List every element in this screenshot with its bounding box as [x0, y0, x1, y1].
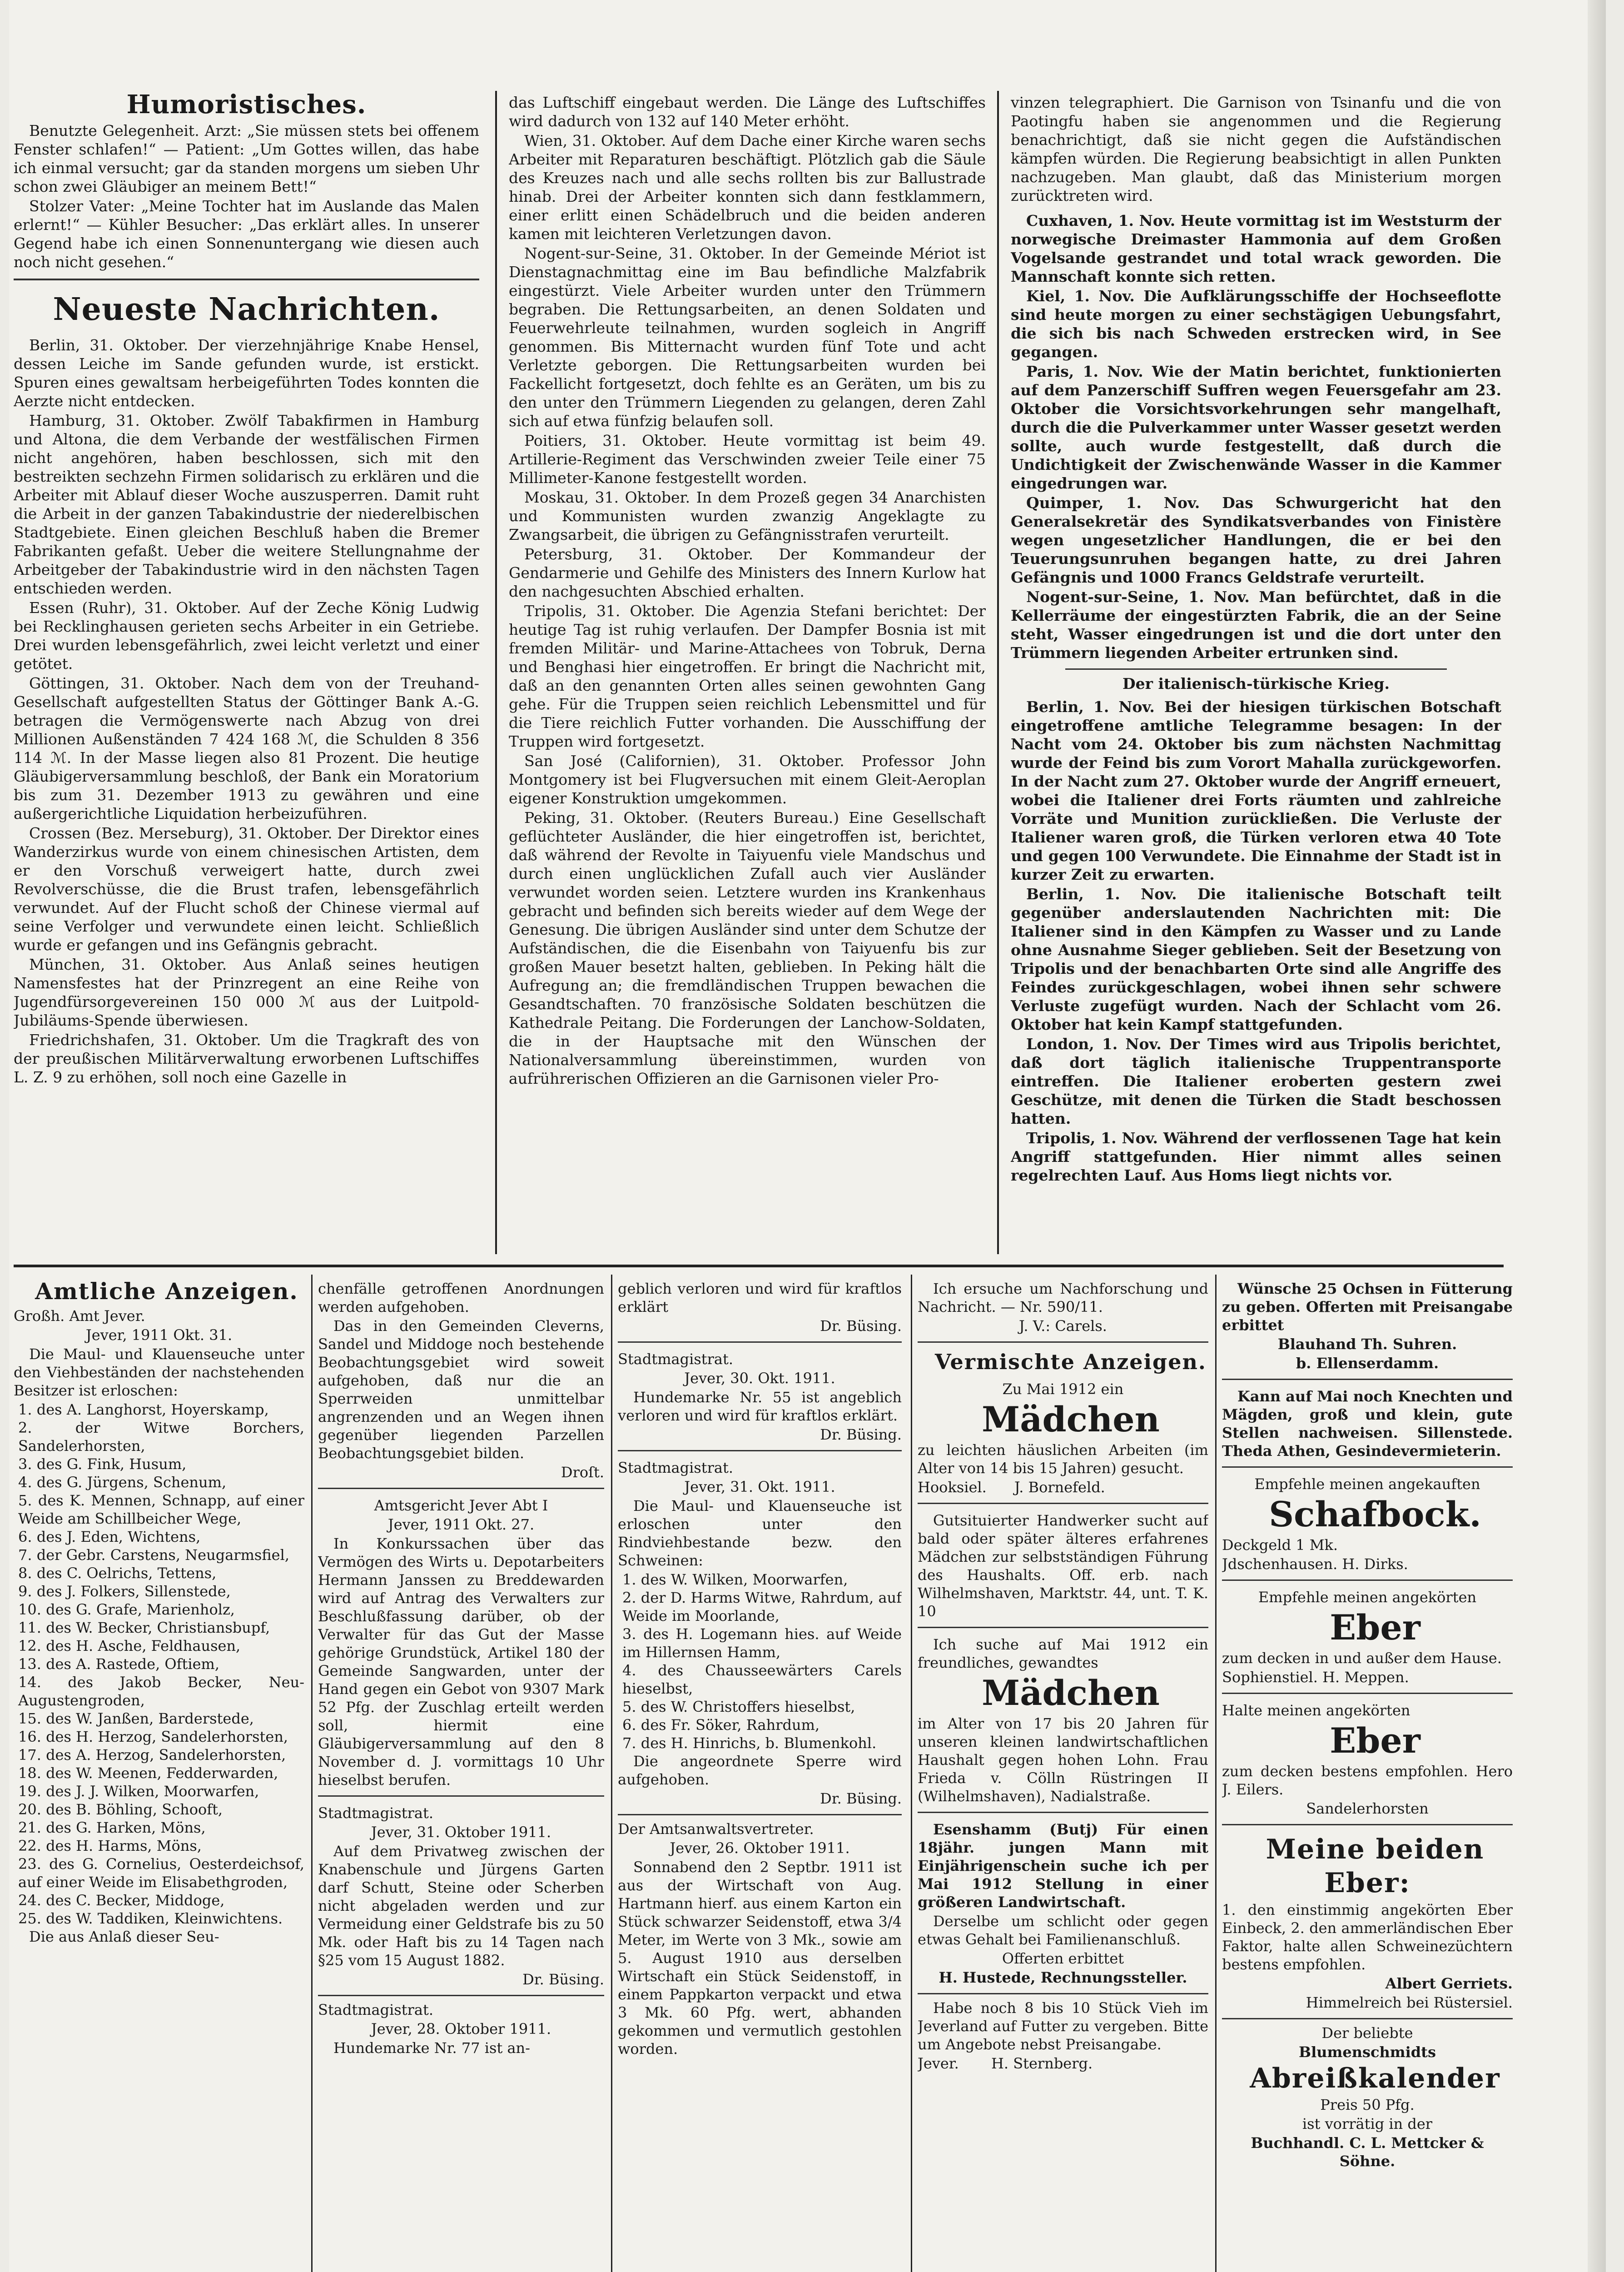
owner-list — [618, 1570, 902, 1752]
ad-box — [1222, 1699, 1513, 1825]
list-item: 5. des W. Christoffers hieselbst, — [622, 1698, 855, 1715]
ad-signature: Blauhand Th. Suhren. — [1277, 1335, 1457, 1353]
ad-text — [918, 1478, 1208, 1496]
notice-text: chenfälle getroffenen Anordnungen werden aufgehoben. — [318, 1280, 604, 1315]
signature: Dr. Büsing. — [820, 1426, 902, 1443]
news-item: Hamburg, 31. Oktober. Zwölf Tabakfirmen in Hamburg und Altona, die dem Verbande der westfälischen Firmen nicht angehören, haben beschlossen, sich mit den bestreikten sechzehn Firmen solidarisch zu erklären und die Arbeiter mit Ablauf dieser Woche auszusperren. Damit ruht die Arbeit in der ganzen Tabakindustrie der niederelbischen Stadtgebiete. Einen gleichen Beschluß haben die Bremer Fabrikanten gefaßt. Ueber die weitere Stellungnahme der Arbeitgeber der Tabakindustrie wird in den nächsten Tagen entschieden werden. — [14, 412, 479, 597]
news-item: Poitiers, 31. Oktober. Heute vormittag ist beim 49. Artillerie-Regiment das Verschwinden zweier Teile einer 75 Millimeter-Kanone festgestellt worden. — [509, 432, 986, 487]
news-item: Cuxhaven, 1. Nov. Heute vormittag ist im Weststurm der norwegische Dreimaster Hammonia auf dem Großen Vogelsande gestrandet und total wrack geworden. Die Mannschaft konnte sich retten. — [1011, 212, 1501, 285]
notice-date: Jever, 31. Oktober 1911. — [371, 1824, 551, 1841]
news-item: Göttingen, 31. Oktober. Nach dem von der Treuhand-Gesellschaft aufgestellten Status der Göttinger Bank A.-G. betragen die Vermögenswerte nach Abzug von drei Millionen Außenständen 7 424 168 ℳ, die Schulden 8 356 114 ℳ. In der Masse liegen also 81 Prozent. Die heutige Gläubigerversammlung beschloß, der Bank ein Moratorium bis zum 31. Dezember 1913 zu gewähren und eine außergerichtliche Liquidation herbeizuführen. — [14, 674, 479, 822]
notice-heading: Stadtmagistrat. — [318, 2001, 434, 2018]
notice-date: Jever, 28. Oktober 1911. — [371, 2020, 551, 2038]
notice-box — [318, 1801, 604, 1996]
news-item: Kiel, 1. Nov. Die Aufklärungsschiffe der Hochseeflotte sind heute morgen zu einer sechstägigen Uebungsfahrt, die sich bis nach Schweden erstrecken wird, in See gegangen. — [1011, 287, 1501, 361]
ad-text: Gutsituierter Handwerker sucht auf bald oder später älteres erfahrenes Mädchen zur selbstständigen Führung des Haushalts. Off. erb. nach Wilhelmshaven, Marktstr. 44, unt. T. K. 10 — [918, 1512, 1208, 1620]
signature: Dr. Büsing. — [522, 1971, 604, 1988]
signature: J. V.: Carels. — [1019, 1317, 1107, 1335]
notice-heading: Amtsgericht Jever Abt I — [374, 1497, 548, 1514]
list-item: 15. des W. Janßen, Barderstede, — [18, 1710, 254, 1727]
news-item: Peking, 31. Oktober. (Reuters Bureau.) Eine Gesellschaft geflüchteter Ausländer, die hier eingetroffen ist, berichtet, daß während der Revolte in Taiyuenfu viele Mandschus und durch einen unglücklichen Zufall auch vier Ausländer verwundet worden seien. Letztere wurden ins Krankenhaus gebracht und befinden sich bereits wieder auf dem Wege der Genesung. Die übrigen Ausländer sind unter dem Schutze der Aufständischen, die die Eisenbahn von Taiyuenfu bis zur großen Mauer besetzt halten, geblieben. In Peking hält die Aufregung an; die fremdländischen Truppen bewachen die Gesandtschaften. 70 französische Soldaten beschützen die Kathedrale Peitang. Die Forderungen der Lanchow-Soldaten, die in der Hauptsache mit den Wünschen der Nationalversammlung übereinstimmen, wurden von aufrührerischen Offizieren an die Garnisonen vieler Pro- — [509, 809, 986, 1087]
ad-box — [918, 1818, 1208, 1994]
ad-text: Der beliebte — [1321, 2024, 1413, 2042]
ad-text: Esenshamm (Butj) Für einen 18jähr. jungen Mann mit Einjährigenschein suche ich per Mai 1912 Stellung in einer größeren Landwirtschaft. — [918, 1821, 1208, 1911]
notice-text: Die Maul- und Klauenseuche ist erloschen unter den Rindviehbestande bezw. den Schweinen: — [618, 1497, 902, 1569]
news-item: Petersburg, 31. Oktober. Der Kommandeur der Gendarmerie und Gehilfe des Ministers des Innern Kurlow hat den nachgesuchten Abschied erhalten. — [509, 545, 986, 600]
list-item: 14. des Jakob Becker, Neu-Augustengroden, — [18, 1674, 304, 1709]
list-item: 24. des C. Becker, Middoge, — [18, 1892, 225, 1909]
ad-headline: Schafbock. — [1269, 1494, 1481, 1535]
ad-headline: Meine beiden Eber: — [1266, 1834, 1485, 1899]
list-item: 18. des W. Meenen, Fedderwarden, — [18, 1764, 278, 1782]
list-item: 9. des J. Folkers, Sillenstede, — [18, 1583, 231, 1600]
list-item: 8. des C. Oelrichs, Tettens, — [18, 1564, 217, 1582]
ads-column-4 — [918, 1277, 1208, 2272]
ad-place: Sandelerhorsten — [1306, 1800, 1429, 1817]
list-item: 6. des Fr. Söker, Rahrdum, — [622, 1716, 820, 1734]
news-item: Nogent-sur-Seine, 31. Oktober. In der Gemeinde Mériot ist Dienstagnachmittag eine im Bau befindliche Malzfabrik eingestürzt. Viele Arbeiter wurden unter den Trümmern begraben. Die Rettungsarbeiten, an denen Soldaten und Feuerwehrleute teilnahmen, wurden sogleich in Angriff genommen. Bis Mitternacht wurden fünf Tote und acht Verletzte geborgen. Die Rettungsarbeiten wurden bei Fackellicht fortgesetzt, doch fehlte es an Geräten, um bis zu den unter den Trümmern Liegenden zu gelangen, deren Zahl sich auf etwa fünfzig belaufen soll. — [509, 244, 986, 430]
ads-column-3 — [618, 1277, 902, 2272]
ad-text: Ich suche auf Mai 1912 ein freundliches, gewandtes — [918, 1636, 1208, 1671]
news-item: Berlin, 31. Oktober. Der vierzehnjährige Knabe Hensel, dessen Leiche im Sande gefunden wurde, ist erstickt. Spuren eines gewaltsam herbeigeführten Todes konnten die Aerzte nicht entdecken. — [14, 336, 479, 410]
ad-text: Blumenschmidts — [1299, 2043, 1436, 2061]
notice-text: Das in den Gemeinden Cleverns, Sandel und Middoge noch bestehende Beobachtungsgebiet wird soweit aufgehoben, daß nur die an Sperrweiden unmittelbar angrenzenden und an Wegen ihnen gegenüber liegenden Parzellen Beobachtungsgebiet bilden. — [318, 1317, 604, 1462]
notice-box — [318, 2001, 604, 2057]
ad-signature: J. Bornefeld. — [1014, 1479, 1105, 1496]
ad-text: zu leichten häuslichen Arbeiten (im Alter von 14 bis 15 Jahren) gesucht. — [918, 1441, 1208, 1477]
ad-text: ist vorrätig in der — [1302, 2115, 1433, 2132]
ads-column-5 — [1222, 1277, 1513, 2272]
notice-tail: Die aus Anlaß dieser Seu- — [29, 1928, 219, 1945]
notice-text: Hundemarke Nr. 77 ist an- — [333, 2039, 530, 2057]
ad-text — [918, 2054, 1208, 2073]
ad-signature: Albert Gerriets. — [1385, 1975, 1513, 1992]
owner-list — [14, 1400, 304, 1928]
column-rule — [911, 1275, 912, 2272]
top-column-1 — [14, 89, 479, 1254]
section-rule — [1065, 668, 1447, 670]
ad-text: Empfehle meinen angekörten — [1258, 1589, 1477, 1606]
list-item: 13. des A. Rastede, Oftiem, — [18, 1655, 220, 1673]
ad-box — [1222, 1472, 1513, 1581]
page-divider — [14, 1265, 1504, 1267]
top-column-2 — [509, 93, 986, 1254]
war-section-title: Der italienisch-türkische Krieg. — [1122, 675, 1390, 693]
list-item: 7. der Gebr. Carstens, Neugarmsfiel, — [18, 1546, 290, 1564]
ad-text: Empfehle meinen angekauften — [1254, 1475, 1480, 1493]
list-item: 5. des K. Mennen, Schnapp, auf einer Weide am Schillbeicher Wege, — [18, 1492, 304, 1527]
ad-signature: Buchhandl. C. L. Mettcker & Söhne. — [1251, 2134, 1484, 2170]
news-item: Nogent-sur-Seine, 1. Nov. Man befürchtet, daß in die Kellerräume der eingestürzten Fabrik, die an der Seine steht, Wasser eingedrungen ist und die dort unter den Trümmern liegenden Arbeiter ertrunken sind. — [1011, 588, 1501, 662]
notice-text: Auf dem Privatweg zwischen der Knabenschule und Jürgens Garten darf Schutt, Steine oder Scherben nicht abgeladen werden und zur Vermeidung einer Geldstrafe bis zu 50 Mk. oder Haft bis zu 14 Tagen nach §25 vom 15 August 1882. — [318, 1843, 604, 1969]
notice-text: Ich ersuche um Nachforschung und Nachricht. — Nr. 590/11. — [918, 1280, 1208, 1315]
ad-text: Halte meinen angekörten — [1222, 1702, 1410, 1719]
list-item: 6. des J. Eden, Wichtens, — [18, 1528, 201, 1545]
notice-heading: Der Amtsanwaltsvertreter. — [618, 1820, 814, 1838]
notice-date: Jever, 30. Okt. 1911. — [684, 1370, 835, 1387]
page-edge — [1588, 0, 1606, 2272]
humor-item-1: Benutzte Gelegenheit. Arzt: „Sie müssen stets bei offenem Fenster schlafen!“ — Patient: „Um Gottes willen, das habe ich einmal versucht; gar da standen morgens um sieben Uhr schon zwei Gläubiger an meinem Bett!“ — [14, 122, 479, 195]
notice-text: Sonnabend den 2 Septbr. 1911 ist aus der Wirtschaft von Aug. Hartmann hierf. aus einem Karton ein Stück schwarzer Seidenstoff, etwa 3/4 Meter, im Werte von 3 Mk., sowie am 5. August 1910 aus derselben Wirtschaft ein Stück Seidenstoff, in einem Pappkarton verpackt und etwa 3 Mk. 60 Pfg. wert, abhanden gekommen und vermutlich gestohlen worden. — [618, 1858, 902, 2058]
list-item: 11. des W. Becker, Christiansbupf, — [18, 1619, 270, 1636]
news-item: Crossen (Bez. Merseburg), 31. Oktober. Der Direktor eines Wanderzirkus wurde von einem chinesischen Artisten, dem er den Vorschuß verweigert hatte, durch zwei Revolverschüsse, die die Brust trafen, lebensgefährlich verwundet. Auf der Flucht schoß der Chinese viermal auf seine Verfolger und verwundete einen leicht. Schließlich wurde er gefangen und ins Gefängnis gebracht. — [14, 824, 479, 954]
ad-headline: Eber — [1330, 1720, 1420, 1761]
list-item: 4. des G. Jürgens, Schenum, — [18, 1474, 227, 1491]
news-item: vinzen telegraphiert. Die Garnison von Tsinanfu und die von Paotingfu haben sie angenommen und die Regierung benachrichtigt, daß sie nicht gegen die Aufständischen kämpfen würden. Die Regierung beabsichtigt in allen Punkten nachzugeben. Man glaubt, daß das Ministerium morgen zurücktreten wird. — [1011, 94, 1501, 204]
news-item: Essen (Ruhr), 31. Oktober. Auf der Zeche König Ludwig bei Recklinghausen gerieten sechs Arbeiter in ein Getriebe. Drei wurden lebensgefährlich, zwei leicht verletzt und einer getötet. — [14, 599, 479, 673]
list-item: 4. des Chausseewärters Carels hieselbst, — [622, 1662, 902, 1697]
ad-box — [1222, 1277, 1513, 1380]
list-item: 7. des H. Hinrichs, b. Blumenkohl. — [622, 1734, 877, 1752]
list-item: 21. des G. Harken, Möns, — [18, 1819, 206, 1836]
list-item: 19. des J. J. Wilken, Moorwarfen, — [18, 1783, 259, 1800]
news-item: Moskau, 31. Oktober. In dem Prozeß gegen 34 Anarchisten und Kommunisten wurden zwanzig Angeklagte zu Zwangsarbeit, die übrigen zu Gefängnisstrafen verurteilt. — [509, 488, 986, 543]
list-item: 1. des A. Langhorst, Hoyerskamp, — [18, 1401, 269, 1418]
ad-text: im Alter von 17 bis 20 Jahren für unseren kleinen landwirtschaftlichen Haushalt gegen hohen Lohn. Frau Frieda v. Cölln Rüstringen II (Wilhelmshaven), Nadialstraße. — [918, 1715, 1208, 1805]
notice-box — [618, 1277, 902, 1343]
date-line: Jever, 1911 Okt. 31. — [85, 1326, 233, 1344]
ad-place: Jever. — [918, 2055, 959, 2072]
ad-box — [1222, 2024, 1513, 2170]
notice-box — [318, 1494, 604, 1797]
official-ads-title: Amtliche Anzeigen. — [35, 1278, 298, 1305]
ad-signature: H. Sternberg. — [991, 2055, 1093, 2072]
ad-place: Himmelreich bei Rüstersiel. — [1306, 1994, 1513, 2011]
notice-date: Jever, 26. Oktober 1911. — [670, 1839, 850, 1857]
news-item: Berlin, 1. Nov. Bei der hiesigen türkischen Botschaft eingetroffene amtliche Telegramme besagen: In der Nacht vom 24. Oktober bis zum nächsten Nachmittag wurde der Feind bis zum Vorort Mahalla zurückgeworfen. In der Nacht zum 27. Oktober wurde der Angriff erneuert, wobei die Italiener drei Forts räumten und zahlreiche Vorräte und Munition zurückließen. Die Verluste der Italiener waren groß, die Türken verloren etwa 40 Tote und gegen 100 Verwundete. Die Einnahme der Stadt ist in kurzer Zeit zu erwarten. — [1011, 698, 1501, 883]
news-item: Berlin, 1. Nov. Die italienische Botschaft teilt gegenüber anderslautenden Nachrichten mit: Die Italiener sind in den Kämpfen zu Wasser und zu Lande ohne Ausnahme Sieger geblieben. Seit der Besetzung von Tripolis und der benachbarten Orte sind alle Angriffe des Feindes zurückgeschlagen, wobei ihnen sehr schwere Verluste zugefügt wurden. Nach der Schlacht vom 26. Oktober hat kein Kampf stattgefunden. — [1011, 885, 1501, 1033]
ad-box — [1222, 1385, 1513, 1468]
ad-text: Kann auf Mai noch Knechten und Mägden, groß und klein, gute Stellen nachweisen. Sillenstede. Theda Athen, Gesindevermieterin. — [1222, 1388, 1513, 1460]
ad-headline: Mädchen — [982, 1673, 1160, 1713]
news-item: Friedrichshafen, 31. Oktober. Um die Tragkraft des von der preußischen Militärverwaltung erworbenen Luftschiffes L. Z. 9 zu erhöhen, soll noch eine Gazelle in — [14, 1031, 479, 1086]
list-item: 16. des H. Herzog, Sandelerhorsten, — [18, 1728, 288, 1745]
notice-text: Hundemarke Nr. 55 ist angeblich verloren und wird für kraftlos erklärt. — [618, 1389, 902, 1424]
list-item: 22. des H. Harms, Möns, — [18, 1837, 202, 1854]
notice-box — [918, 1277, 1208, 1343]
news-item: Quimper, 1. Nov. Das Schwurgericht hat den Generalsekretär des Syndikatsverbandes von Finistère wegen ungesetzlicher Handlungen, die er bei den Teuerungsunruhen begangen hatte, zu drei Jahren Gefängnis und 1000 Francs Geldstrafe verurteilt. — [1011, 494, 1501, 586]
humor-item-2: Stolzer Vater: „Meine Tochter hat im Auslande das Malen erlernt!“ — Kühler Besucher: „Das erklärt alles. In unserer Gegend habe ich einen Sonnenuntergang wie diesen auch noch nicht gesehen.“ — [14, 197, 479, 271]
column-rule — [311, 1275, 313, 2272]
ad-text: Habe noch 8 bis 10 Stück Vieh im Jeverland auf Futter zu vergeben. Bitte um Angebote nebst Preisangabe. — [918, 1999, 1208, 2053]
ad-box — [1222, 1830, 1513, 2019]
signature: Droſt. — [561, 1464, 604, 1481]
news-item: Wien, 31. Oktober. Auf dem Dache einer Kirche waren sechs Arbeiter mit Reparaturen beschäftigt. Plötzlich gab die Säule des Kreuzes nach und alle sechs rollten bis zur Ballustrade hinab. Drei der Arbeiter konnten sich dann festklammern, einer erlitt einen Schädelbruch und die beiden anderen kamen mit leichteren Verletzungen davon. — [509, 132, 986, 243]
list-item: 12. des H. Asche, Feldhausen, — [18, 1637, 241, 1654]
column-rule — [495, 91, 497, 1254]
list-item: 10. des G. Grafe, Marienholz, — [18, 1601, 235, 1618]
ads-column-2 — [318, 1277, 604, 2272]
ad-place: b. Ellenserdamm. — [1296, 1355, 1439, 1372]
ad-headline: Abreißkalender — [1250, 2063, 1500, 2094]
list-item: 17. des A. Herzog, Sandelerhorsten, — [18, 1746, 286, 1764]
ad-price: Preis 50 Pfg. — [1320, 2096, 1415, 2113]
ads-column-1 — [14, 1277, 304, 2272]
news-item: San José (Californien), 31. Oktober. Professor John Montgomery ist bei Flugversuchen mit einem Gleit-Aeroplan eigener Konstruktion umgekommen. — [509, 752, 986, 807]
notice-text: Die angeordnete Sperre wird aufgehoben. — [618, 1753, 902, 1788]
notice-box — [618, 1347, 902, 1451]
office-line: Großh. Amt Jever. — [14, 1307, 145, 1325]
news-item: München, 31. Oktober. Aus Anlaß seines heutigen Namensfestes hat der Prinzregent an eine Reihe von Jugendfürsorgevereinen 150 000 ℳ aus der Luitpold-Jubiläums-Spende überwiesen. — [14, 956, 479, 1029]
column-rule — [611, 1275, 612, 2272]
news-item: Tripolis, 31. Oktober. Die Agenzia Stefani berichtet: Der heutige Tag ist ruhig verlaufen. Der Dampfer Bosnia ist mit fremden Militär- und Marine-Attachees von Tobruk, Derna und Benghasi hier eingetroffen. Er bringt die Nachricht mit, daß an den genannten Orten alles seinen gewohnten Gang gehe. Für die Truppen seien reichlich Lebensmittel und für die Tiere reichlich Futter vorhanden. Die Ausschiffung der Truppen wird fortgesetzt. — [509, 602, 986, 750]
ad-place: Hooksiel. — [918, 1479, 987, 1496]
ad-box — [918, 1633, 1208, 1813]
top-column-3 — [1011, 93, 1501, 1254]
newspaper-page — [9, 0, 1606, 2272]
ad-text: 1. den einstimmig angekörten Eber Einbeck, 2. den ammerländischen Eber Faktor, halte allen Schweinezüchtern bestens empfohlen. — [1222, 1901, 1513, 1973]
ad-text: Zu Mai 1912 ein — [1002, 1380, 1124, 1398]
ad-text: Deckgeld 1 Mk. — [1222, 1536, 1338, 1554]
list-item: 25. des W. Taddiken, Kleinwichtens. — [18, 1910, 283, 1927]
notice-intro: Die Maul- und Klauenseuche unter den Viehbeständen der nachstehenden Besitzer ist erloschen: — [14, 1345, 304, 1399]
ad-signature: Sophienstiel. H. Meppen. — [1222, 1669, 1409, 1686]
column-rule — [1215, 1275, 1217, 2272]
notice-heading: Stadtmagistrat. — [618, 1459, 734, 1476]
list-item: 20. des B. Böhling, Schooft, — [18, 1801, 223, 1818]
list-item: 3. des H. Logemann hies. auf Weide im Hillernsen Hamm, — [622, 1625, 902, 1661]
news-title: Neueste Nachrichten. — [53, 291, 440, 328]
signature: Dr. Büsing. — [820, 1317, 902, 1335]
signature: Dr. Büsing. — [820, 1790, 902, 1807]
ad-text: zum decken bestens empfohlen. Hero J. Eilers. — [1222, 1763, 1513, 1798]
list-item: 1. des W. Wilken, Moorwarfen, — [622, 1571, 848, 1588]
list-item: 2. der Witwe Borchers, Sandelerhorsten, — [18, 1419, 304, 1455]
ad-text: zum decken in und außer dem Hause. — [1222, 1649, 1502, 1667]
list-item: 23. des G. Cornelius, Oesterdeichsof, auf einer Weide im Elisabethgroden, — [18, 1855, 304, 1891]
news-item: Tripolis, 1. Nov. Während der verflossenen Tage hat kein Angriff stattgefunden. Hier nimmt alles seinen regelrechten Lauf. Aus Homs liegt nichts vor. — [1011, 1129, 1501, 1184]
news-item: Paris, 1. Nov. Wie der Matin berichtet, funktionierten auf dem Panzerschiff Suffren wegen Feuersgefahr am 23. Oktober die Vorsichtsvorkehrungen sehr mangelhaft, durch die die Pulverkammer unter Wasser gesetzt werden sollte, auch wurde festgestellt, daß durch die Undichtigkeit der Zwischenwände Wasser in die Kammer eingedrungen war. — [1011, 363, 1501, 492]
ad-text: Derselbe um schlicht oder gegen etwas Gehalt bei Familienanschluß. — [918, 1913, 1208, 1948]
news-item: das Luftschiff eingebaut werden. Die Länge des Luftschiffes wird dadurch von 132 auf 140 Meter erhöht. — [509, 94, 986, 130]
list-item: 2. der D. Harms Witwe, Rahrdum, auf Weide im Moorlande, — [622, 1589, 902, 1624]
notice-text: geblich verloren und wird für kraftlos erklärt — [618, 1280, 902, 1315]
notice-heading: Stadtmagistrat. — [618, 1350, 734, 1368]
ad-text: Offerten erbittet — [1002, 1950, 1124, 1967]
notice-box — [618, 1820, 902, 2058]
notice-text: In Konkurssachen über das Vermögen des Wirts u. Depotarbeiters Hermann Janssen zu Breddewarden wird auf Antrag des Verwalters zur Beschlußfassung darüber, ob der Verwalter für das Gut der Masse gehörige Grundstück, Artikel 180 der Gemeinde Sangwarden, unter der Hand gegen ein Gebot von 9307 Mark 52 Pfg. der Zuschlag erteilt werden soll, hiermit eine Gläubigerversammlung auf den 8 November d. J. vormittags 10 Uhr hieselbst berufen. — [318, 1535, 604, 1789]
notice-box — [618, 1456, 902, 1815]
ad-box — [918, 1999, 1208, 2073]
notice-heading: Stadtmagistrat. — [318, 1804, 434, 1822]
ad-box — [918, 1377, 1208, 1504]
ad-box — [1222, 1585, 1513, 1694]
ad-headline: Mädchen — [982, 1399, 1160, 1440]
list-item: 3. des G. Fink, Husum, — [18, 1455, 187, 1473]
misc-ads-title: Vermischte Anzeigen. — [935, 1350, 1207, 1374]
ad-signature: H. Hustede, Rechnungssteller. — [939, 1969, 1187, 1986]
news-item: London, 1. Nov. Der Times wird aus Tripolis berichtet, daß dort täglich italienische Truppentransporte eintreffen. Die Italiener eroberten gestern zwei Geschütze, mit denen die Türken die Stadt beschossen hatten. — [1011, 1035, 1501, 1127]
ad-headline: Eber — [1330, 1607, 1420, 1648]
humor-title: Humoristisches. — [126, 90, 367, 120]
section-rule — [14, 279, 479, 280]
ad-signature: Jdschenhausen. H. Dirks. — [1222, 1555, 1408, 1573]
notice-box — [318, 1277, 604, 1489]
column-rule — [997, 91, 999, 1254]
notice-date: Jever, 31. Okt. 1911. — [684, 1478, 835, 1495]
notice-date: Jever, 1911 Okt. 27. — [387, 1516, 535, 1533]
ad-box — [918, 1509, 1208, 1628]
ad-text: Wünsche 25 Ochsen in Fütterung zu geben. Offerten mit Preisangabe erbittet — [1222, 1280, 1513, 1334]
